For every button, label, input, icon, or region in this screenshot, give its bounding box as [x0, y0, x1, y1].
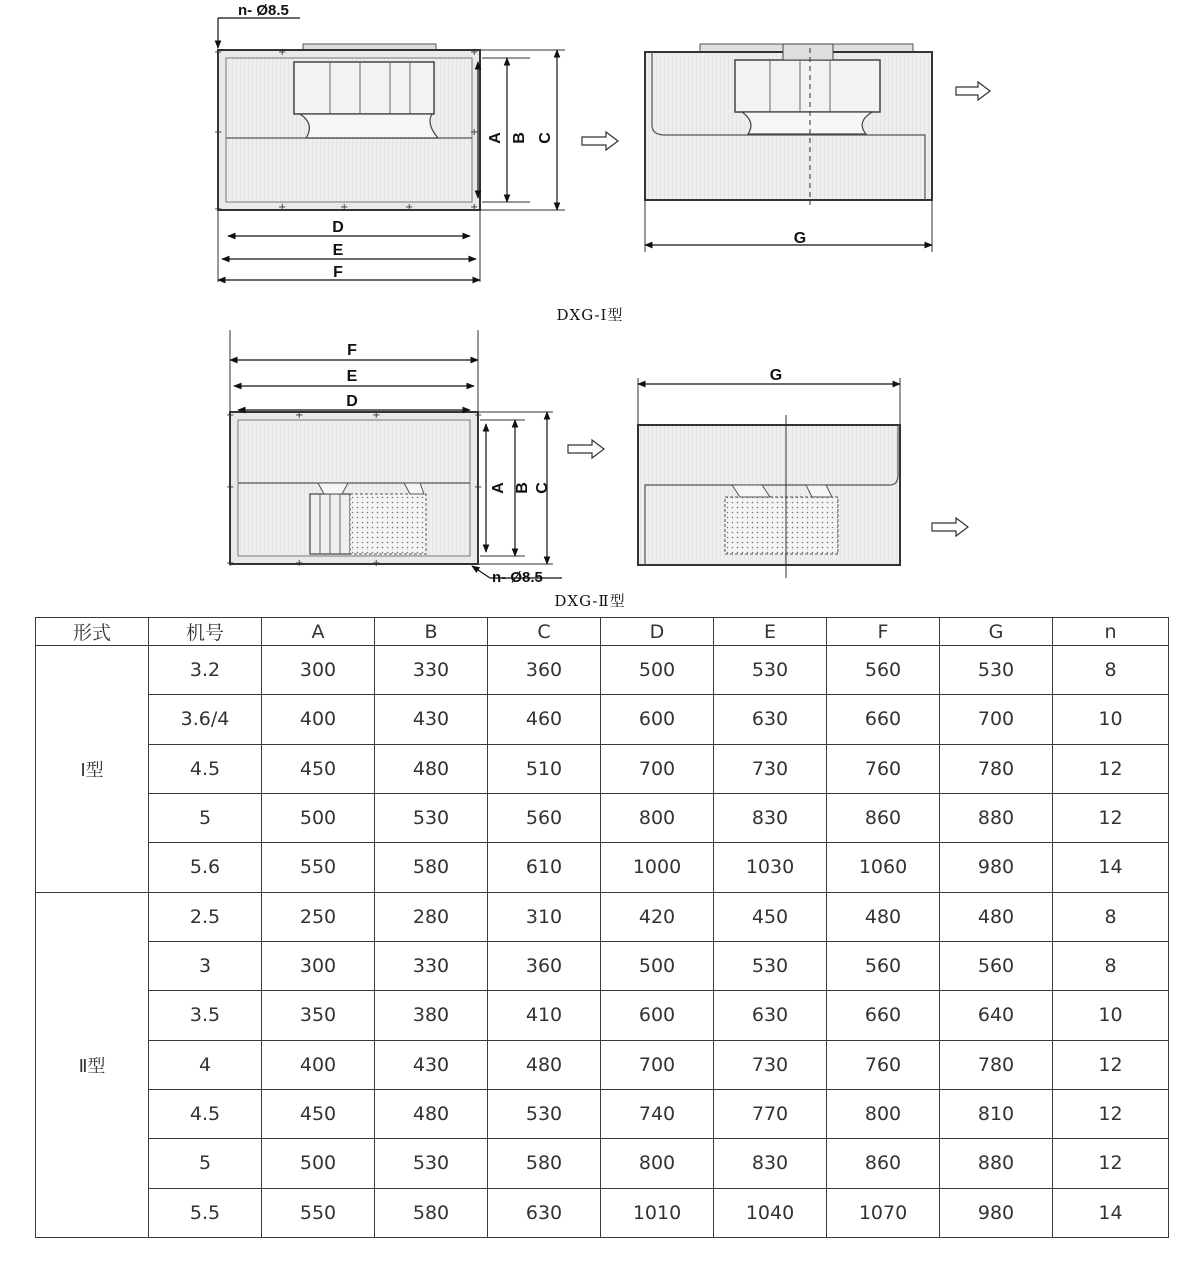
type2-hole-note: n- Ø8.5	[492, 569, 543, 586]
table-cell: 530	[375, 793, 488, 842]
table-cell: 450	[714, 892, 827, 941]
table-row	[36, 941, 1169, 990]
type-cell: Ⅰ型	[36, 646, 149, 893]
table-cell: 830	[714, 793, 827, 842]
type1-dim-C: C	[537, 132, 554, 144]
table-cell: 860	[827, 793, 940, 842]
type2-dim-C: C	[534, 482, 551, 494]
table-cell: 700	[940, 695, 1053, 744]
svg-text:+: +	[474, 410, 483, 421]
header-cell: F	[827, 618, 940, 646]
svg-text:+: +	[470, 47, 479, 58]
table-cell: 430	[375, 695, 488, 744]
table-cell: 610	[488, 843, 601, 892]
header-cell: B	[375, 618, 488, 646]
header-cell: E	[714, 618, 827, 646]
table-cell: 2.5	[149, 892, 262, 941]
type1-dim-F: F	[333, 264, 343, 281]
table-cell: 660	[827, 695, 940, 744]
svg-text:+: +	[278, 47, 287, 58]
table-cell: 400	[262, 1040, 375, 1089]
table-cell: 530	[714, 941, 827, 990]
table-cell: 760	[827, 1040, 940, 1089]
table-cell: 780	[940, 1040, 1053, 1089]
table-row	[36, 1139, 1169, 1188]
type2-dim-B: B	[514, 482, 531, 494]
table-cell: 360	[488, 646, 601, 695]
svg-text:+: +	[372, 558, 381, 569]
table-cell: 450	[262, 744, 375, 793]
table-cell: 780	[940, 744, 1053, 793]
type1-side-view	[645, 44, 990, 252]
table-cell: 460	[488, 695, 601, 744]
table-cell: 770	[714, 1089, 827, 1138]
table-cell: 630	[714, 695, 827, 744]
table-cell: 5.5	[149, 1188, 262, 1237]
header-cell: 机号	[149, 618, 262, 646]
technical-drawings	[0, 0, 1200, 610]
svg-text:+: +	[226, 558, 235, 569]
table-cell: 600	[601, 695, 714, 744]
table-cell: 300	[262, 941, 375, 990]
type1-dim-G: G	[793, 230, 807, 247]
table-cell: 560	[827, 941, 940, 990]
svg-text:+: +	[470, 127, 479, 138]
table-row	[36, 892, 1169, 941]
table-cell: 8	[1053, 941, 1169, 990]
table-cell: 640	[940, 991, 1053, 1040]
table-cell: 500	[601, 941, 714, 990]
type1-dim-D: D	[332, 219, 344, 236]
table-cell: 550	[262, 843, 375, 892]
svg-text:+: +	[340, 202, 349, 213]
airflow-arrow-icon	[956, 82, 990, 100]
type2-side-view	[638, 367, 968, 578]
svg-text:+: +	[214, 47, 223, 58]
table-row	[36, 695, 1169, 744]
table-cell: 480	[375, 744, 488, 793]
type1-hole-note: n- Ø8.5	[238, 2, 289, 19]
table-cell: 760	[827, 744, 940, 793]
table-cell: 450	[262, 1089, 375, 1138]
type1-dim-E: E	[332, 242, 344, 259]
table-cell: 500	[601, 646, 714, 695]
table-cell: 12	[1053, 1139, 1169, 1188]
dimension-table	[35, 617, 1169, 1238]
table-cell: 4.5	[149, 1089, 262, 1138]
table-cell: 310	[488, 892, 601, 941]
table-cell: 560	[488, 793, 601, 842]
table-cell: 500	[262, 793, 375, 842]
table-cell: 1010	[601, 1188, 714, 1237]
type2-dim-A: A	[490, 482, 507, 494]
table-cell: 880	[940, 1139, 1053, 1188]
table-cell: 510	[488, 744, 601, 793]
table-cell: 530	[375, 1139, 488, 1188]
table-cell: 700	[601, 744, 714, 793]
table-cell: 700	[601, 1040, 714, 1089]
table-cell: 10	[1053, 991, 1169, 1040]
table-row	[36, 991, 1169, 1040]
table-cell: 880	[940, 793, 1053, 842]
type2-dim-F: F	[347, 342, 357, 359]
table-cell: 12	[1053, 1089, 1169, 1138]
svg-text:+: +	[470, 202, 479, 213]
table-cell: 1030	[714, 843, 827, 892]
table-cell: 730	[714, 744, 827, 793]
table-cell: 830	[714, 1139, 827, 1188]
table-cell: 12	[1053, 1040, 1169, 1089]
table-cell: 420	[601, 892, 714, 941]
table-cell: 530	[488, 1089, 601, 1138]
table-cell: 1000	[601, 843, 714, 892]
table-cell: 14	[1053, 1188, 1169, 1237]
table-cell: 430	[375, 1040, 488, 1089]
table-row	[36, 1040, 1169, 1089]
type2-caption: DXG-Ⅱ型	[554, 592, 626, 610]
table-cell: 530	[714, 646, 827, 695]
header-cell: 形式	[36, 618, 149, 646]
type1-caption: DXG-Ⅰ型	[556, 306, 624, 324]
table-cell: 800	[601, 793, 714, 842]
table-cell: 400	[262, 695, 375, 744]
table-cell: 730	[714, 1040, 827, 1089]
header-cell: G	[940, 618, 1053, 646]
table-cell: 8	[1053, 892, 1169, 941]
table-cell: 500	[262, 1139, 375, 1188]
header-cell: A	[262, 618, 375, 646]
table-cell: 3	[149, 941, 262, 990]
type1-dim-A: A	[487, 132, 504, 144]
table-row	[36, 646, 1169, 695]
table-cell: 800	[827, 1089, 940, 1138]
type1-front-view	[214, 2, 618, 282]
airflow-arrow-icon	[568, 440, 604, 458]
svg-text:+: +	[214, 127, 223, 138]
table-cell: 5	[149, 1139, 262, 1188]
airflow-arrow-icon	[582, 132, 618, 150]
table-row	[36, 744, 1169, 793]
type1-dim-B: B	[511, 132, 528, 144]
svg-text:+: +	[372, 410, 381, 421]
table-cell: 560	[940, 941, 1053, 990]
type2-dim-D: D	[346, 393, 358, 410]
table-cell: 480	[940, 892, 1053, 941]
table-cell: 5.6	[149, 843, 262, 892]
table-cell: 1040	[714, 1188, 827, 1237]
type2-dim-E: E	[346, 368, 358, 385]
header-cell: D	[601, 618, 714, 646]
table-cell: 560	[827, 646, 940, 695]
table-cell: 630	[488, 1188, 601, 1237]
table-cell: 3.6/4	[149, 695, 262, 744]
table-cell: 330	[375, 941, 488, 990]
type2-front-view	[226, 330, 604, 586]
table-row	[36, 793, 1169, 842]
table-cell: 860	[827, 1139, 940, 1188]
table-cell: 580	[375, 843, 488, 892]
table-cell: 250	[262, 892, 375, 941]
table-cell: 630	[714, 991, 827, 1040]
table-cell: 10	[1053, 695, 1169, 744]
table-cell: 12	[1053, 793, 1169, 842]
table-cell: 4	[149, 1040, 262, 1089]
table-row	[36, 843, 1169, 892]
table-cell: 800	[601, 1139, 714, 1188]
table-cell: 280	[375, 892, 488, 941]
table-header-row	[36, 618, 1169, 646]
svg-text:+: +	[474, 482, 483, 493]
table-cell: 3.2	[149, 646, 262, 695]
header-cell: n	[1053, 618, 1169, 646]
table-cell: 300	[262, 646, 375, 695]
table-cell: 530	[940, 646, 1053, 695]
table-cell: 580	[488, 1139, 601, 1188]
table-cell: 4.5	[149, 744, 262, 793]
airflow-arrow-icon	[932, 518, 968, 536]
table-cell: 380	[375, 991, 488, 1040]
svg-text:+: +	[226, 410, 235, 421]
table-cell: 480	[827, 892, 940, 941]
table-cell: 550	[262, 1188, 375, 1237]
svg-text:+: +	[295, 410, 304, 421]
table-cell: 600	[601, 991, 714, 1040]
table-cell: 480	[375, 1089, 488, 1138]
type-cell: Ⅱ型	[36, 892, 149, 1237]
table-cell: 660	[827, 991, 940, 1040]
table-row	[36, 1089, 1169, 1138]
table-cell: 740	[601, 1089, 714, 1138]
header-cell: C	[488, 618, 601, 646]
svg-text:+: +	[295, 558, 304, 569]
table-cell: 3.5	[149, 991, 262, 1040]
table-row	[36, 1188, 1169, 1237]
svg-text:+: +	[226, 482, 235, 493]
table-cell: 8	[1053, 646, 1169, 695]
table-cell: 360	[488, 941, 601, 990]
table-cell: 980	[940, 843, 1053, 892]
table-cell: 5	[149, 793, 262, 842]
table-cell: 350	[262, 991, 375, 1040]
svg-text:+: +	[214, 204, 223, 215]
table-cell: 480	[488, 1040, 601, 1089]
table-cell: 12	[1053, 744, 1169, 793]
table-cell: 1070	[827, 1188, 940, 1237]
table-cell: 1060	[827, 843, 940, 892]
svg-text:+: +	[278, 202, 287, 213]
type2-dim-G: G	[769, 367, 783, 384]
table-cell: 980	[940, 1188, 1053, 1237]
table-cell: 810	[940, 1089, 1053, 1138]
table-cell: 330	[375, 646, 488, 695]
table-cell: 410	[488, 991, 601, 1040]
table-body	[36, 646, 1169, 1238]
svg-text:+: +	[405, 202, 414, 213]
table-cell: 14	[1053, 843, 1169, 892]
table-cell: 580	[375, 1188, 488, 1237]
